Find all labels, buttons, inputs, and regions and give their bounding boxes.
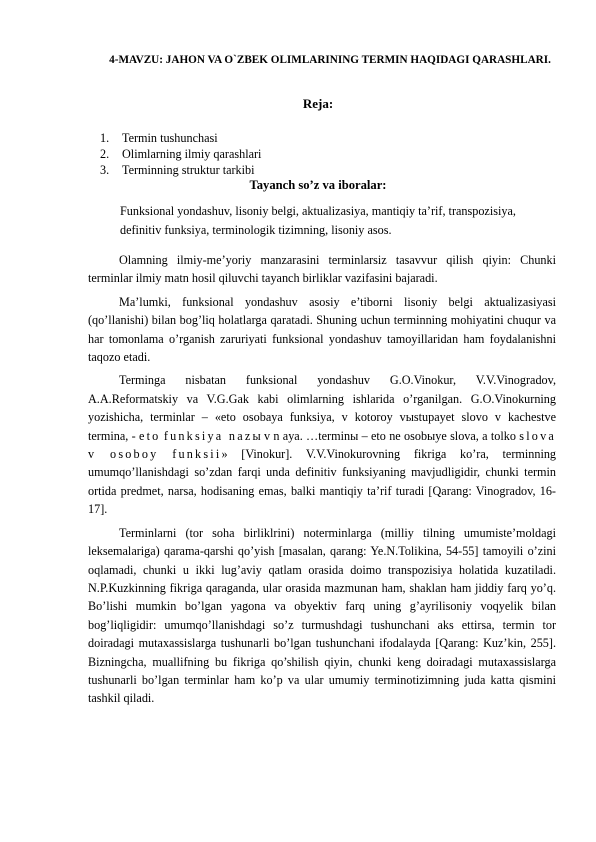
paragraph: Olamning ilmiy-me’yoriy manzarasini terminlarsiz tasavvur qilish qiyin: Chunki terminlar ilmiy matn hosil qiluvchi tayanch birliklar vazifasini bajaradi.: [88, 253, 556, 286]
list-item: 3. Terminning struktur tarkibi: [100, 163, 255, 177]
paragraph: Ma’lumki, funksional yondashuv asosiy e’tiborni lisoniy belgi aktualizasiyasi (qo’llanishi) bilan bog’liq holatlarga qaratadi. Shuning uchun terminning mohiyatini chuqur va har tomonlama o’rganish zaruriyati funksional yondashuv tamoyillaridan ham foydalanishni taqozo etadi.: [88, 294, 556, 365]
list-item: 2. Olimlarning ilmiy qarashlari: [100, 147, 262, 161]
body-text: [88, 251, 556, 713]
page-title: 4-MAVZU: JAHON VA O`ZBEK OLIMLARINING TERMIN HAQIDAGI QARASHLARI.: [109, 54, 551, 66]
plan-heading: Reja:: [302, 96, 334, 111]
keywords-heading: Tayanch so’z va iboralar:: [249, 178, 387, 192]
keywords-text: Funksional yondashuv, lisoniy belgi, aktualizasiya, mantiqiy ta’rif, transpozisiya, definitiv funksiya, terminologik tizimning, lisoniy asos.: [120, 204, 516, 237]
paragraph: Terminlarni (tor soha birliklrini) noterminlarga (milliy tilning umumiste’moldagi leksemalariga) qarama-qarshi qo’yish [masalan, qarang: Ye.N.Tolikina, 54-55] tamoyili o’zini oqlamadi, chunki u ikki lug’aviy qatlam orasida doimo transpozisiya holatida kuzatiladi. N.P.Kuzkinning fikriga qaraganda, ular orasida mazmunan ham, shaklan ham jiddiy farq yo’q. Bo’lishi mumkin bo’lgan yagona va obyektiv farq uning g’ayrilisoniy voqyelik bilan bog’liqligidir: umumqo’llanishdagi so’z turmushdagi tushunchani aks ettirsa, termin tor doiradagi mutaxassislarga tushunarli bo’lgan tushunchani ifodalayda [Qarang: Kuz’kin, 255]. Bizningcha, muallifning bu fikriga qo’shilish qiyin, chunki keng doiradagi mutaxassislarga tushunarli bo’lgan terminlar ham ko’p va ular umumiy terminotizimning juda katta qismini tashkil qiladi.: [88, 525, 556, 706]
list-item: 1. Termin tushunchasi: [100, 131, 218, 145]
paragraph: Terminga nisbatan funksional yondashuv G.O.Vinokur, V.V.Vinogradov, A.A.Reformatskiy va V.G.Gak kabi olimlarning ishlarida o’rganilgan. G.O.Vinokurning yozishicha, terminlar – «eto osobaya funksiya, v kotoroy vыstupayet slovo v kachestve termina, - eto funksiya nazы v n aya. …terminы – eto ne osobыye slova, a tolko slova v osoboy funksii» [Vinokur]. V.V.Vinokurovning fikriga ko’ra, terminning umumqo’llanishdagi so’zdan farqi unda definitiv funksiyaning mavjudligidir, chunki termin ortida predmet, narsa, hodisaning emas, balki mantiqiy ta’rif turadi [Qarang: Vinogradov, 16-17].: [88, 373, 557, 517]
plan-list: [100, 130, 261, 178]
